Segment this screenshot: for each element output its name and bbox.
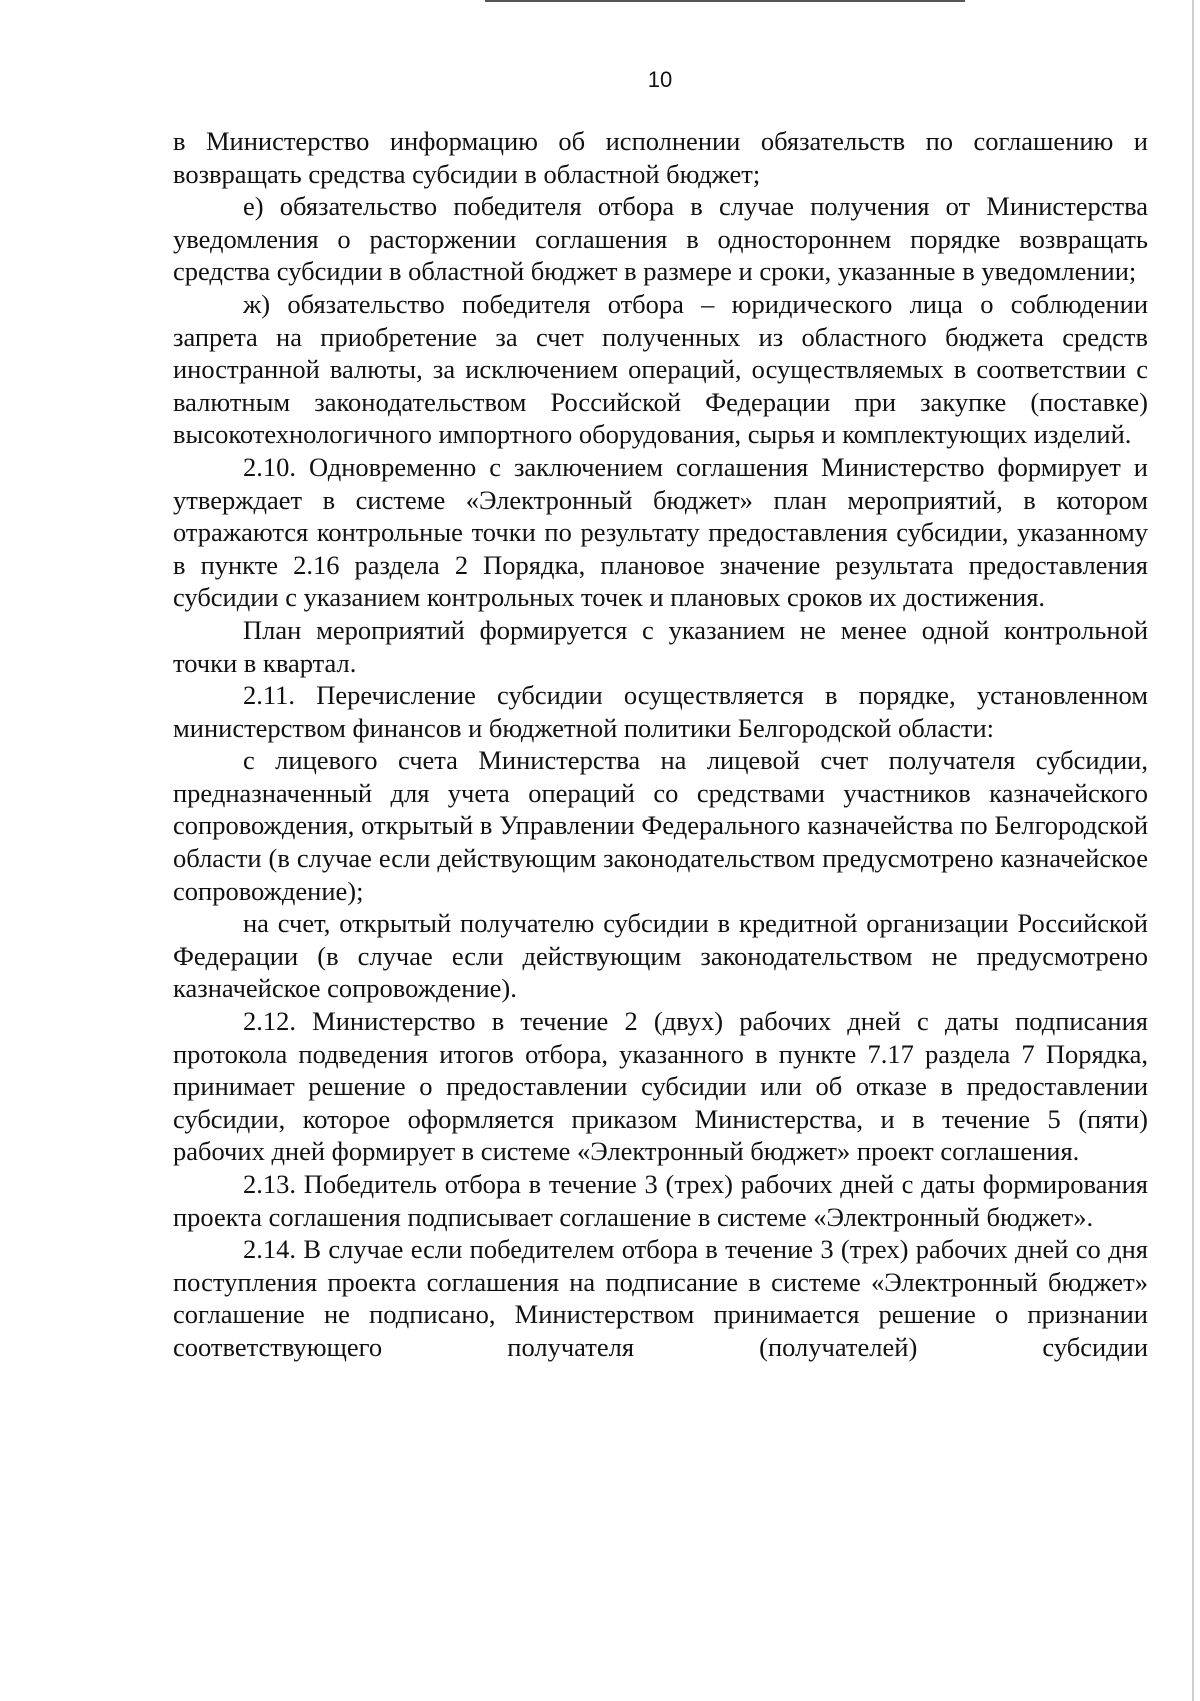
paragraph-2-14: 2.14. В случае если победителем отбора в течение 3 (трех) рабочих дней со дня поступления проекта соглашения на подписание в системе «Электронный бюджет» соглашение не подписано, Министерством принимается решение о признании соответствующего получателя (получателей) субсидии: [173, 1234, 1148, 1362]
paragraph-2-13: 2.13. Победитель отбора в течение 3 (трех) рабочих дней с даты формирования проекта соглашения подписывает соглашение в системе «Электронный бюджет».: [173, 1169, 1148, 1232]
paragraph-2-10: 2.10. Одновременно с заключением соглашения Министерство формирует и утверждает в системе «Электронный бюджет» план мероприятий, в котором отражаются контрольные точки по результату предоставления субсидии, указанному в пункте 2.16 раздела 2 Порядка, плановое значение результата предоставления субсидии с указанием контрольных точек и плановых сроков их достижения.: [173, 451, 1148, 613]
page-number: 10: [647, 67, 673, 92]
paragraph-item-e: е) обязательство победителя отбора в случае получения от Министерства уведомления о расторжении соглашения в одностороннем порядке возвращать средства субсидии в областной бюджет в размере и сроки, указанные в уведомлении;: [173, 191, 1148, 287]
document-body: [173, 125, 1148, 1364]
paragraph-plan: План мероприятий формируется с указанием не менее одной контрольной точки в квартал.: [173, 614, 1148, 678]
scan-right-edge: [1192, 0, 1194, 1701]
paragraph-2-12: 2.12. Министерство в течение 2 (двух) рабочих дней с даты подписания протокола подведения итогов отбора, указанного в пункте 7.17 раздела 7 Порядка, принимает решение о предоставлении субсидии или об отказе в предоставлении субсидии, которое оформляется приказом Министерства, и в течение 5 (пяти) рабочих дней формирует в системе «Электронный бюджет» проект соглашения.: [173, 1006, 1148, 1167]
paragraph-item-zh: ж) обязательство победителя отбора – юридического лица о соблюдении запрета на приобретение за счет полученных из областного бюджета средств иностранной валюты, за исключением операций, осуществляемых в соответствии с валютным законодательством Российской Федерации при закупке (поставке) высокотехнологичного импортного оборудования, сырья и комплектующих изделий.: [173, 288, 1148, 450]
paragraph-personal-account: с лицевого счета Министерства на лицевой счет получателя субсидии, предназначенный для учета операций со средствами участников казначейского сопровождения, открытый в Управлении Федерального казначейства по Белгородской области (в случае если действующим законодательством предусмотрено казначейское сопровождение);: [173, 745, 1148, 906]
paragraph-continuation: в Министерство информацию об исполнении обязательств по соглашению и возвращать средства субсидии в областной бюджет;: [173, 126, 1148, 189]
paragraph-credit-account: на счет, открытый получателю субсидии в кредитной организации Российской Федерации (в случае если действующим законодательством не предусмотрено казначейское сопровождение).: [173, 908, 1148, 1004]
paragraph-2-11: 2.11. Перечисление субсидии осуществляется в порядке, установленном министерством финансов и бюджетной политики Белгородской области:: [173, 680, 1148, 743]
scan-top-rule: [485, 0, 965, 2]
